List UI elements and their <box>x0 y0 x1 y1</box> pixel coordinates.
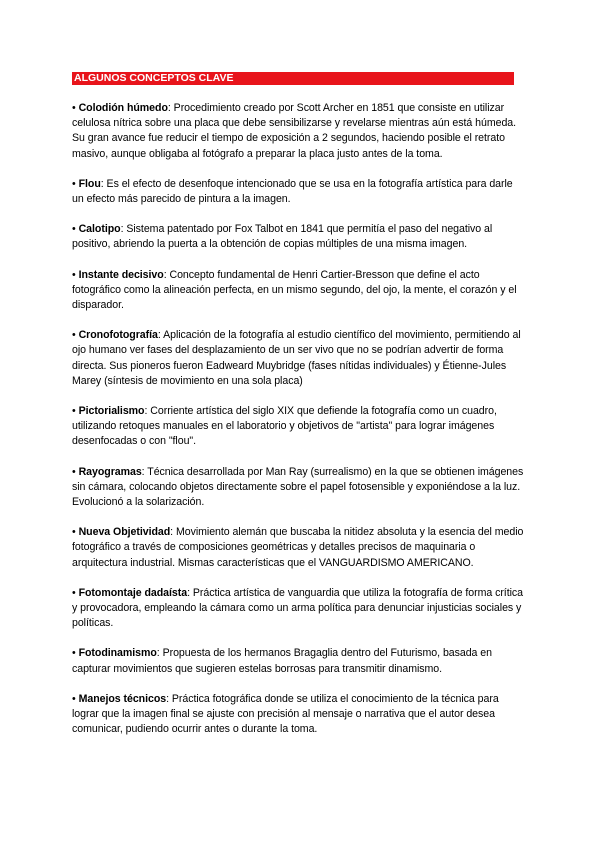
concept-entry <box>72 222 524 252</box>
concept-definition: Aplicación de la fotografía al estudio científico del movimiento, permitiendo al ojo humano ver fases del desplazamiento de un ser vivo que no se podrían advertir de forma directa. Sus pioneros fueron Eadweard Muybridge (fases nítidas individuales) y Étienne-Jules Marey (síntesis de movimiento en una sola placa) <box>72 329 521 387</box>
concept-term: Pictorialismo <box>78 405 145 418</box>
bullet-glyph: • <box>72 405 76 418</box>
concept-list <box>72 101 524 753</box>
concept-entry <box>72 177 524 207</box>
term-separator: : <box>144 405 148 418</box>
bullet-glyph: • <box>72 223 76 236</box>
bullet-glyph: • <box>72 647 76 660</box>
concept-entry <box>72 586 524 632</box>
term-separator: : <box>141 465 145 478</box>
term-separator: : <box>187 586 190 599</box>
concept-term: Fotomontaje dadaísta <box>78 586 188 599</box>
term-separator: : <box>120 223 124 236</box>
concept-entry <box>72 101 524 162</box>
concept-term: Flou <box>78 177 101 190</box>
concept-entry <box>72 692 524 738</box>
concept-definition: Movimiento alemán que buscaba la nitidez absoluta y la esencia del medio fotográfico a través de composiciones geométricas y detalles precisos de maquinaria o arquitectura industrial. Mismas características que el VANGUARDISMO AMERICANO. <box>72 526 524 569</box>
section-title: ALGUNOS CONCEPTOS CLAVE <box>74 72 234 84</box>
section-header <box>72 72 514 85</box>
bullet-glyph: • <box>72 526 76 539</box>
term-separator: : <box>170 526 174 539</box>
concept-term: Cronofotografía <box>78 329 158 342</box>
bullet-glyph: • <box>72 329 76 342</box>
term-separator: : <box>157 329 161 342</box>
concept-definition: Técnica desarrollada por Man Ray (surrealismo) en la que se obtienen imágenes sin cámara, colocando objetos directamente sobre el papel fotosensible y exponiéndose a la luz. Evolucionó a la solarización. <box>72 465 524 509</box>
concept-term: Instante decisivo <box>78 268 164 281</box>
concept-definition: Práctica fotográfica donde se utiliza el conocimiento de la técnica para lograr que la imagen final se ajuste con precisión al mensaje o narrativa que el autor desea comunicar, pudiendo ocurrir antes o durante la toma. <box>72 692 499 736</box>
concept-term: Nueva Objetividad <box>78 526 171 539</box>
concept-entry <box>72 268 524 314</box>
term-separator: : <box>156 647 160 660</box>
concept-term: Manejos técnicos <box>78 692 167 705</box>
concept-definition: Sistema patentado por Fox Talbot en 1841 que permitía el paso del negativo al positivo, abriendo la puerta a la obtención de copias múltiples de una misma imagen. <box>72 223 493 251</box>
concept-definition: Procedimiento creado por Scott Archer en 1851 que consiste en utilizar celulosa nítrica sobre una placa que debe sensibilizarse y revelarse mientras aún está húmeda. Su gran avance fue reducir el tiempo de exposición a 2 segundos, haciendo posible el retrato masivo, aunque obligaba al fotógrafo a preparar la placa justo antes de la toma. <box>72 102 517 160</box>
concept-entry <box>72 404 524 450</box>
concept-term: Colodión húmedo <box>78 102 168 114</box>
bullet-glyph: • <box>72 177 76 190</box>
concept-definition: Es el efecto de desenfoque intencionado que se usa en la fotografía artística para darle un efecto más parecido de pintura a la imagen. <box>72 177 513 206</box>
concept-definition: Práctica artística de vanguardia que utiliza la fotografía de forma crítica y provocadora, empleando la cámara como un arma política para denunciar injusticias sociales y políticas. <box>72 586 523 630</box>
term-separator: : <box>100 177 104 190</box>
concept-definition: Concepto fundamental de Henri Cartier-Bresson que define el acto fotográfico como la alineación perfecta, en un mismo segundo, del ojo, la mente, el corazón y el disparador. <box>72 268 517 312</box>
concept-entry <box>72 465 524 511</box>
bullet-glyph: • <box>72 586 76 599</box>
concept-term: Calotipo <box>78 223 121 236</box>
concept-term: Rayogramas <box>78 465 142 478</box>
concept-entry <box>72 525 524 571</box>
bullet-glyph: • <box>72 102 76 114</box>
concept-definition: Propuesta de los hermanos Bragaglia dentro del Futurismo, basada en capturar movimientos que sugieren estelas borrosas para transmitir dinamismo. <box>72 647 492 675</box>
bullet-glyph: • <box>72 465 76 478</box>
concept-entry <box>72 328 524 389</box>
term-separator: : <box>167 102 171 114</box>
bullet-glyph: • <box>72 268 76 281</box>
bullet-glyph: • <box>72 692 76 705</box>
concept-entry <box>72 646 524 676</box>
term-separator: : <box>163 268 167 281</box>
term-separator: : <box>166 692 169 705</box>
concept-term: Fotodinamismo <box>78 647 157 660</box>
concept-definition: Corriente artística del siglo XIX que defiende la fotografía como un cuadro, utilizando retoques manuales en el laboratorio y objetivos de "artista" para lograr imágenes desenfocadas o con "flou". <box>72 405 497 448</box>
